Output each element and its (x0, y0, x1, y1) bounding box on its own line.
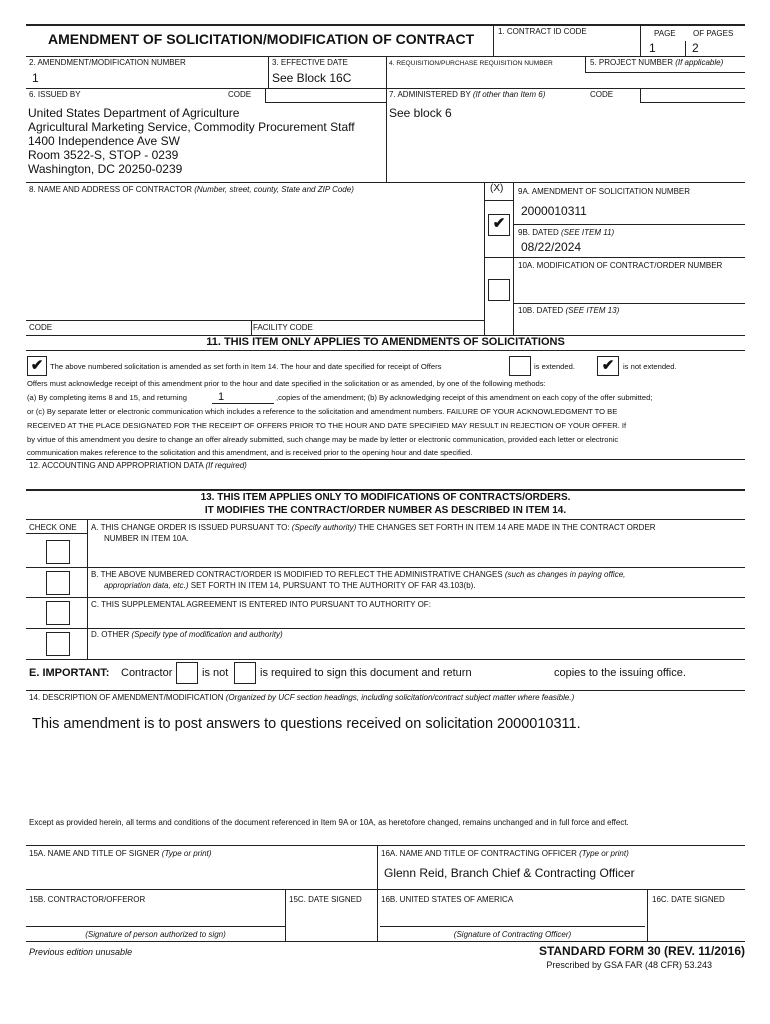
rule (26, 519, 745, 520)
divider (386, 56, 387, 183)
divider (265, 88, 266, 102)
issued-by-label: 6. ISSUED BY (29, 90, 81, 99)
amendment-number-value: 1 (32, 71, 39, 85)
item-13a-checkbox[interactable] (46, 540, 70, 564)
block-10b-label: 10B. DATED (SEE ITEM 13) (518, 306, 620, 315)
contractor-word: Contractor (121, 667, 173, 679)
rule (26, 182, 745, 183)
is-not-extended-label: is not extended. (623, 362, 677, 371)
copies-text: copies to the issuing office. (554, 667, 686, 679)
item-11-line-1: The above numbered solicitation is amended as set forth in Item 14. The hour and date specified for receipt of Offers (50, 362, 442, 371)
block-16a-value: Glenn Reid, Branch Chief & Contracting Officer (384, 866, 635, 880)
contractor-is-required-checkbox[interactable] (234, 662, 256, 684)
standard-form-label: STANDARD FORM 30 (REV. 11/2016) (538, 944, 745, 958)
block-10-checkbox[interactable] (488, 279, 510, 301)
rule (26, 941, 745, 942)
is-extended-checkbox[interactable] (509, 356, 531, 376)
rule (484, 200, 513, 201)
block-16a-label: 16A. NAME AND TITLE OF CONTRACTING OFFICER (Type or print) (381, 849, 629, 858)
effective-date-value: See Block 16C (272, 71, 352, 85)
item-13-heading (26, 491, 745, 517)
rule (513, 303, 745, 304)
sig-person-label: (Signature of person authorized to sign) (85, 930, 226, 939)
is-not-word: is not (202, 667, 229, 679)
important-label: E. IMPORTANT: (29, 667, 110, 679)
rule (26, 845, 745, 846)
item-13-heading-2: IT MODIFIES THE CONTRACT/ORDER NUMBER AS DESCRIBED IN ITEM 14. (204, 505, 567, 516)
contractor-is-not-checkbox[interactable] (176, 662, 198, 684)
contract-id-label: 1. CONTRACT ID CODE (498, 27, 587, 36)
rule (513, 224, 745, 225)
contractor-code-label: CODE (29, 323, 53, 332)
issued-by-code-label: CODE (228, 90, 252, 99)
item-11-line-4: or (c) By separate letter or electronic communication which includes a reference to the solicitation and amendment numbers. FAILURE OF YOUR ACKNOWLEDGMENT TO BE (27, 407, 618, 416)
rule (26, 533, 87, 534)
of-pages-value: 2 (692, 41, 699, 55)
is-required-text: is required to sign this document and return (260, 667, 472, 679)
rule (26, 659, 745, 660)
item-11-line-7: communication makes reference to the solicitation and this amendment, and is received prior to the opening hour and date specified. (27, 448, 473, 457)
is-not-extended-checkbox[interactable]: ✔ (597, 356, 619, 376)
item-11-line-3a: (a) By completing items 8 and 15, and returning (27, 393, 187, 402)
administered-by-value: See block 6 (389, 106, 452, 120)
block-9a-label: 9A. AMENDMENT OF SOLICITATION NUMBER (518, 187, 691, 196)
block-10a-label: 10A. MODIFICATION OF CONTRACT/ORDER NUMBER (518, 261, 723, 270)
prescribed-by-label: Prescribed by GSA FAR (48 CFR) 53.243 (546, 960, 712, 970)
signature-line-contractor (26, 926, 285, 927)
check-one-label: CHECK ONE (29, 523, 77, 532)
x-column-label: (X) (490, 183, 504, 194)
rule (26, 889, 745, 890)
rule (26, 320, 484, 321)
page-label: PAGE (654, 29, 676, 38)
item-11-line-3b: ,copies of the amendment; (b) By acknowledging receipt of this amendment on each copy of the offer submitted; (276, 393, 653, 402)
issued-by-line-5: Washington, DC 20250-0239 (28, 162, 183, 176)
issued-by-line-1: United States Department of Agriculture (28, 106, 240, 120)
item-13b-checkbox[interactable] (46, 571, 70, 595)
divider (377, 845, 378, 941)
item-11-copies-value: 1 (218, 391, 225, 403)
block-15c-label: 15C. DATE SIGNED (289, 895, 362, 904)
issued-by-line-2: Agricultural Marketing Service, Commodity Procurement Staff (28, 120, 355, 134)
item-13a-text-2: NUMBER IN ITEM 10A. (104, 534, 189, 543)
item-13d-text: D. OTHER (Specify type of modification and authority) (91, 630, 283, 639)
block-9b-value: 08/22/2024 (521, 240, 582, 254)
amendment-number-label: 2. AMENDMENT/MODIFICATION NUMBER (29, 58, 186, 67)
effective-date-label: 3. EFFECTIVE DATE (272, 58, 348, 67)
rule (484, 257, 745, 258)
page-value: 1 (649, 41, 656, 55)
previous-edition-note: Previous edition unusable (29, 947, 133, 957)
rule (265, 102, 386, 103)
item-11-line-2: Offers must acknowledge receipt of this amendment prior to the hour and date specified in the solicitation or as amended, by one of the following methods: (27, 379, 546, 388)
divider (685, 41, 686, 56)
item-13d-checkbox[interactable] (46, 632, 70, 656)
divider (640, 24, 641, 56)
item-14-label: 14. DESCRIPTION OF AMENDMENT/MODIFICATION (Organized by UCF section headings, including solicitation/contract subject matter where feasible.) (29, 693, 575, 702)
sig-officer-label: (Signature of Contracting Officer) (453, 930, 572, 939)
rule (640, 102, 745, 103)
issued-by-line-3: 1400 Independence Ave SW (28, 134, 180, 148)
administered-by-code-label: CODE (590, 90, 614, 99)
block-9a-value: 2000010311 (521, 204, 587, 218)
divider (513, 182, 514, 335)
item-13a-text: A. THIS CHANGE ORDER IS ISSUED PURSUANT TO: (Specify authority) THE CHANGES SET FORTH IN ITEM 14 ARE MADE IN THE CONTRACT ORDER (91, 523, 656, 532)
item-13b-text: B. THE ABOVE NUMBERED CONTRACT/ORDER IS MODIFIED TO REFLECT THE ADMINISTRATIVE CHANGES (such as changes in paying office, (91, 570, 626, 579)
block-9-checkbox[interactable]: ✔ (488, 214, 510, 236)
item-13-heading-1: 13. THIS ITEM APPLIES ONLY TO MODIFICATIONS OF CONTRACTS/ORDERS. (200, 492, 571, 503)
divider (251, 320, 252, 335)
divider (87, 519, 88, 659)
rule (26, 628, 745, 629)
requisition-label: 4. REQUISITION/PURCHASE REQUISITION NUMBER (389, 60, 553, 67)
item-13b-text-2: appropriation data, etc.) SET FORTH IN ITEM 14, PURSUANT TO THE AUTHORITY OF FAR 43.103(b). (104, 581, 476, 590)
item-13c-checkbox[interactable] (46, 601, 70, 625)
is-extended-label: is extended. (534, 362, 575, 371)
form-title: AMENDMENT OF SOLICITATION/MODIFICATION OF CONTRACT (48, 31, 475, 47)
rule (26, 88, 745, 89)
administered-by-label: 7. ADMINISTERED BY (If other than Item 6) (389, 90, 546, 99)
item-14-body: This amendment is to post answers to questions received on solicitation 2000010311. (32, 716, 581, 732)
project-number-label: 5. PROJECT NUMBER (If applicable) (590, 58, 724, 67)
block-16c-label: 16C. DATE SIGNED (652, 895, 725, 904)
issued-by-line-4: Room 3522-S, STOP - 0239 (28, 148, 179, 162)
rule (26, 690, 745, 691)
divider (640, 88, 641, 102)
rule (26, 350, 745, 351)
top-border (26, 24, 745, 26)
divider (585, 56, 586, 72)
rule (26, 597, 745, 598)
block-15b-label: 15B. CONTRACTOR/OFFEROR (29, 895, 146, 904)
item-13c-text: C. THIS SUPPLEMENTAL AGREEMENT IS ENTERED INTO PURSUANT TO AUTHORITY OF: (91, 600, 431, 609)
item-11-line-5: RECEIVED AT THE PLACE DESIGNATED FOR THE RECEIPT OF OFFERS PRIOR TO THE HOUR AND DATE SPECIFIED MAY RESULT IN REJECTION OF YOUR OFFER. If (27, 421, 627, 430)
divider (268, 56, 269, 88)
block-9b-label: 9B. DATED (SEE ITEM 11) (518, 228, 615, 237)
item-11-heading: 11. THIS ITEM ONLY APPLIES TO AMENDMENTS OF SOLICITATIONS (206, 336, 565, 348)
divider (647, 889, 648, 941)
item-11-checkbox[interactable]: ✔ (27, 356, 47, 376)
rule (26, 459, 745, 460)
block-16b-label: 16B. UNITED STATES OF AMERICA (381, 895, 514, 904)
of-pages-label: OF PAGES (693, 29, 734, 38)
item-11-line-6: by virtue of this amendment you desire to change an offer already submitted, such change may be made by letter or electronic communication, provided each letter or electronic (27, 435, 619, 444)
facility-code-label: FACILITY CODE (253, 323, 313, 332)
item-12-label: 12. ACCOUNTING AND APPROPRIATION DATA (If required) (29, 461, 247, 470)
except-text: Except as provided herein, all terms and conditions of the document referenced in Item 9A or 10A, as heretofore changed, remains unchanged and in full force and effect. (29, 818, 629, 827)
signature-line-officer (380, 926, 645, 927)
rule (26, 567, 745, 568)
divider (285, 889, 286, 941)
divider (493, 24, 494, 56)
rule (585, 72, 745, 73)
contractor-label: 8. NAME AND ADDRESS OF CONTRACTOR (Number, street, county, State and ZIP Code) (29, 185, 354, 194)
block-15a-label: 15A. NAME AND TITLE OF SIGNER (Type or print) (29, 849, 212, 858)
divider (484, 182, 485, 335)
